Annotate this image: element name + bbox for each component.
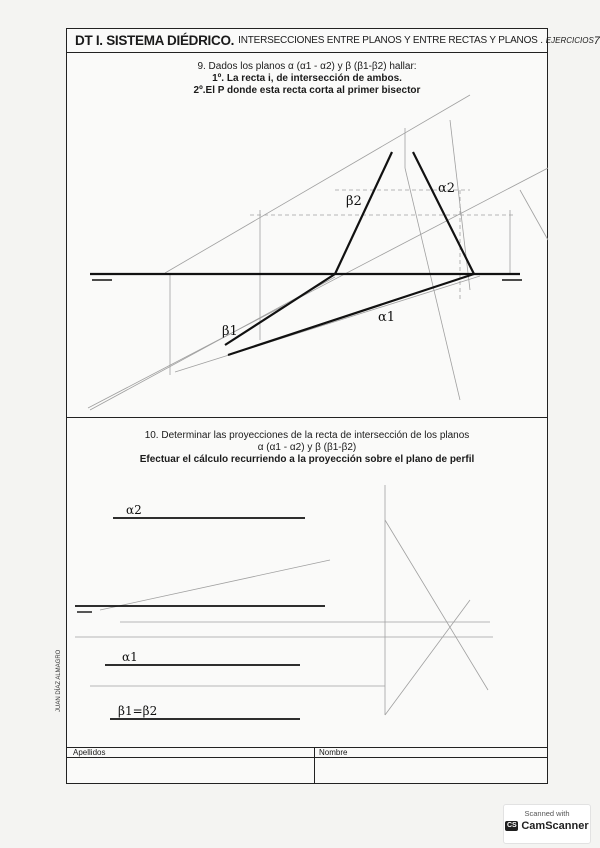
- camscanner-brand: [504, 820, 590, 832]
- ex10-construction-lines: [75, 485, 493, 715]
- ex9-line-2: 1º. La recta i, de intersección de ambos.: [212, 73, 402, 84]
- ex9-label-beta2: β2: [346, 194, 362, 209]
- camscanner-icon: CS: [506, 822, 517, 829]
- ex10-label-alpha2: α2: [126, 503, 142, 517]
- ex9-pencil-line: [520, 190, 548, 240]
- sheet-title: DT I. SISTEMA DIÉDRICO.: [75, 33, 235, 48]
- ex10-ink-lines: [75, 518, 325, 719]
- ex9-pencil-line: [450, 120, 470, 290]
- nombre-label: Nombre: [319, 748, 348, 757]
- ex10-line-2: α (α1 - α2) y β (β1-β2): [257, 442, 357, 453]
- ex9-alpha2-trace: [413, 152, 474, 274]
- scanned-with-text: Scanned with: [524, 809, 570, 818]
- ex9-pencil-line: [165, 95, 470, 273]
- ex10-line-3: Efectuar el cálculo recurriendo a la proyección sobre el plano de perfil: [139, 454, 475, 465]
- ex9-construction-lines: [88, 95, 548, 410]
- ex9-label-beta1: β1: [222, 324, 238, 339]
- page-number: 7: [593, 34, 600, 47]
- author-vertical: JUAN DÍAZ ALMAGRO: [56, 649, 62, 712]
- ex9-beta2-trace: [335, 152, 392, 274]
- ex9-label-alpha1: α1: [378, 310, 396, 325]
- ex9-line-3: 2º.El P donde esta recta corta al primer bisector: [193, 85, 421, 96]
- sheet-subtitle: INTERSECCIONES ENTRE PLANOS Y ENTRE RECTAS Y PLANOS .: [238, 35, 543, 46]
- apellidos-label: Apellidos: [73, 748, 106, 757]
- ex10-label-beta12: β1=β2: [118, 704, 158, 718]
- sheet-tag: EJERCICIOS: [545, 36, 594, 45]
- ex9-label-alpha2: α2: [438, 181, 456, 196]
- ex10-pencil-line: [385, 520, 488, 690]
- ex10-label-alpha1: α1: [122, 650, 138, 664]
- ex9-pencil-line: [405, 168, 460, 400]
- ex10-pencil-line: [100, 560, 330, 610]
- ex9-beta1-trace: [225, 274, 335, 345]
- ex9-pencil-line: [88, 168, 548, 408]
- camscanner-watermark: [503, 804, 591, 844]
- ex9-alpha1-trace: [228, 274, 474, 355]
- camscanner-name: CamScanner: [521, 820, 589, 832]
- ex9-trace-labels: [222, 181, 455, 339]
- ex10-line-1: 10. Determinar las proyecciones de la recta de intersección de los planos: [144, 430, 470, 441]
- ex10-pencil-line: [385, 600, 470, 715]
- ex9-line-1: 9. Dados los planos α (α1 - α2) y β (β1-β2) hallar:: [197, 61, 417, 72]
